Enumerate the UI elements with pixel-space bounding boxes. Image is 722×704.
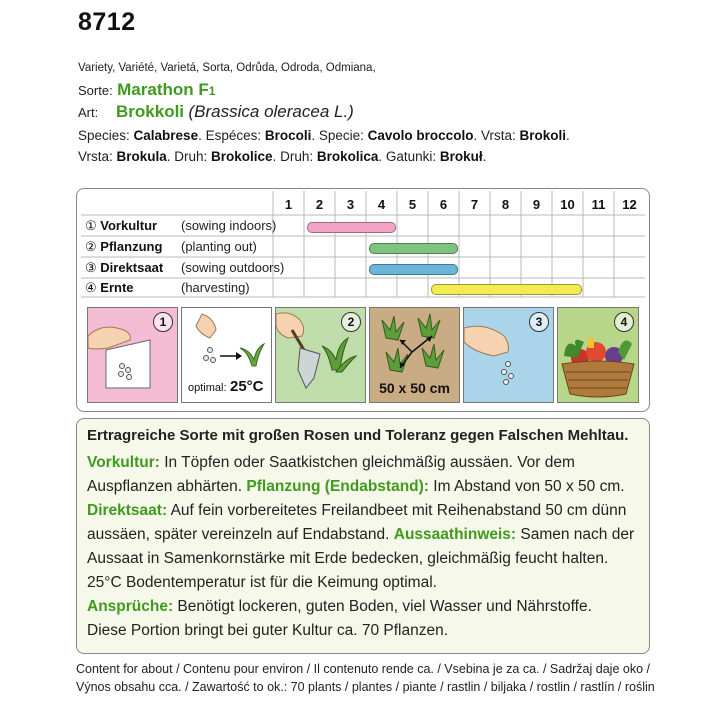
month-10: 10	[560, 197, 575, 212]
art-label: Art:	[78, 105, 99, 120]
month-8: 8	[501, 197, 510, 212]
step-4-badge: 4	[614, 312, 634, 332]
panel-planting-out	[275, 307, 366, 403]
pflanzung-label: Pflanzung	[100, 239, 163, 254]
variety-name-row	[78, 80, 215, 100]
pflanzung-english: (planting out)	[181, 239, 257, 254]
panel-harvest	[557, 307, 639, 403]
panel-spacing	[369, 307, 460, 403]
info-line-6: 25°C Bodentemperatur ist für die Keimung optimal.	[87, 574, 437, 591]
content-footer-2: Výnos obsahu cca. / Zawartość to ok.: 70 plants / plantes / piante / rastlin / biljaka / rostlin / rastlín / roślin	[76, 680, 655, 694]
sorte-label: Sorte:	[78, 83, 113, 98]
species-name: Brokkoli	[116, 102, 185, 121]
ernte-label: Ernte	[100, 280, 134, 295]
step-2-marker: ②	[85, 239, 97, 254]
cultivation-instructions	[76, 418, 650, 654]
spacing-label: 50 x 50 cm	[379, 380, 450, 396]
vorkultur-english: (sowing indoors)	[181, 218, 277, 233]
bar-pflanzung	[369, 243, 458, 254]
month-12: 12	[622, 197, 637, 212]
optimal-label: optimal:	[188, 382, 227, 394]
species-translations-2: Vrsta: Brokula. Druh: Brokolice. Druh: Brokolica. Gatunki: Brokuł.	[78, 149, 487, 164]
month-9: 9	[532, 197, 541, 212]
bar-vorkultur	[307, 222, 396, 233]
step-1-badge: 1	[153, 312, 173, 332]
bar-ernte	[431, 284, 582, 295]
month-1: 1	[284, 197, 293, 212]
step-2-badge: 2	[341, 312, 361, 332]
info-line-2: Auspflanzen abhärten. Pflanzung (Endabstand): Im Abstand von 50 x 50 cm.	[87, 478, 625, 495]
info-line-7: Ansprüche: Benötigt lockeren, guten Boden, viel Wasser und Nährstoffe.	[87, 598, 592, 615]
step-1-marker: ①	[85, 218, 97, 233]
row-vorkultur	[85, 218, 275, 234]
optimal-temperature: 25°C	[230, 378, 264, 395]
step-3-badge: 3	[529, 312, 549, 332]
vorkultur-label: Vorkultur	[100, 218, 158, 233]
month-2: 2	[315, 197, 324, 212]
content-footer-1: Content for about / Contenu pour environ / Il contenuto rende ca. / Vsebina je za ca. / Sadržaj daje oko /	[76, 662, 650, 676]
product-code: 8712	[78, 8, 136, 36]
species-row	[78, 102, 354, 122]
panel-sowing-outdoors	[463, 307, 554, 403]
panel-sowing-indoors	[87, 307, 178, 403]
direktsaat-label: Direktsaat	[100, 260, 164, 275]
direktsaat-english: (sowing outdoors)	[181, 260, 285, 275]
panel-germination	[181, 307, 272, 403]
variety-line: Variety, Variété, Varietá, Sorta, Odrůda, Odroda, Odmiana,	[78, 62, 376, 74]
info-line-8: Diese Portion bringt bei guter Kultur ca. 70 Pflanzen.	[87, 622, 449, 639]
row-ernte	[85, 280, 275, 296]
step-4-marker: ④	[85, 280, 97, 295]
row-pflanzung	[85, 239, 275, 255]
bar-direktsaat	[369, 264, 458, 275]
month-11: 11	[591, 197, 606, 212]
step-3-marker: ③	[85, 260, 97, 275]
month-5: 5	[408, 197, 417, 212]
month-6: 6	[439, 197, 448, 212]
info-line-1: Vorkultur: In Töpfen oder Saatkistchen gleichmäßig aussäen. Vor dem	[87, 454, 575, 471]
month-7: 7	[470, 197, 479, 212]
ernte-english: (harvesting)	[181, 280, 250, 295]
row-direktsaat	[85, 260, 285, 276]
month-3: 3	[346, 197, 355, 212]
info-line-4: aussäen, später vereinzeln auf Endabstand. Aussaathinweis: Samen nach der	[87, 526, 635, 543]
latin-name: (Brassica oleracea L.)	[188, 102, 354, 121]
species-translations-1: Species: Calabrese. Espéces: Brocoli. Specie: Cavolo broccolo. Vrsta: Brokoli.	[78, 128, 570, 143]
variety-suffix: 1	[208, 84, 216, 98]
variety-name: Marathon F	[117, 80, 209, 99]
sowing-calendar	[76, 188, 650, 412]
month-4: 4	[377, 197, 386, 212]
info-line-3: Direktsaat: Auf fein vorbereitetes Freilandbeet mit Reihenabstand 50 cm dünn	[87, 502, 627, 519]
info-headline: Ertragreiche Sorte mit großen Rosen und Toleranz gegen Falschen Mehltau.	[87, 427, 629, 444]
info-line-5: Aussaat in Samenkornstärke mit Erde bedecken, gleichmäßig feucht halten.	[87, 550, 609, 567]
